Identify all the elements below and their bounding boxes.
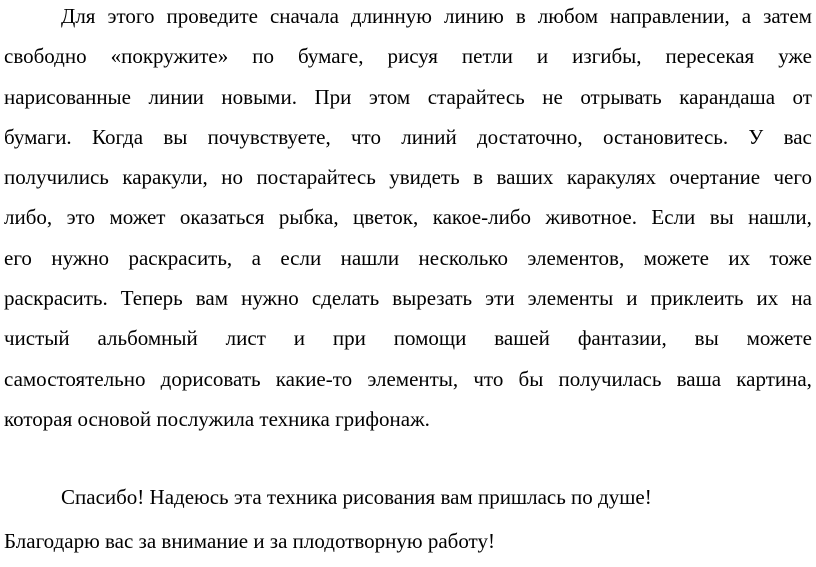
thanks-line: Спасибо! Надеюсь эта техника рисования вам пришлась по душе! — [61, 485, 652, 509]
gratitude-line: Благодарю вас за внимание и за плодотворную работу! — [4, 529, 495, 553]
paragraph-line: Для этого проведите сначала длинную линию в любом направлении, а затем — [61, 4, 812, 28]
paragraph-line: его нужно раскрасить, а если нашли несколько элементов, можете их тоже — [4, 246, 812, 270]
paragraph-line: раскрасить. Теперь вам нужно сделать вырезать эти элементы и приклеить их на — [4, 286, 812, 310]
paragraph-line: свободно «покружите» по бумаге, рисуя петли и изгибы, пересекая уже — [4, 44, 812, 68]
paragraph-line: нарисованные линии новыми. При этом старайтесь не отрывать карандаша от — [4, 85, 812, 109]
paragraph-line: которая основой послужила техника грифонаж. — [4, 407, 430, 431]
paragraph-line: бумаги. Когда вы почувствуете, что линий достаточно, остановитесь. У вас — [4, 125, 812, 149]
paragraph-line: самостоятельно дорисовать какие-то элементы, что бы получилась ваша картина, — [4, 367, 812, 391]
paragraph-line: получились каракули, но постарайтесь увидеть в ваших каракулях очертание чего — [4, 165, 812, 189]
paragraph-line: либо, это может оказаться рыбка, цветок, какое-либо животное. Если вы нашли, — [4, 205, 812, 229]
paragraph-line: чистый альбомный лист и при помощи вашей фантазии, вы можете — [4, 326, 812, 350]
